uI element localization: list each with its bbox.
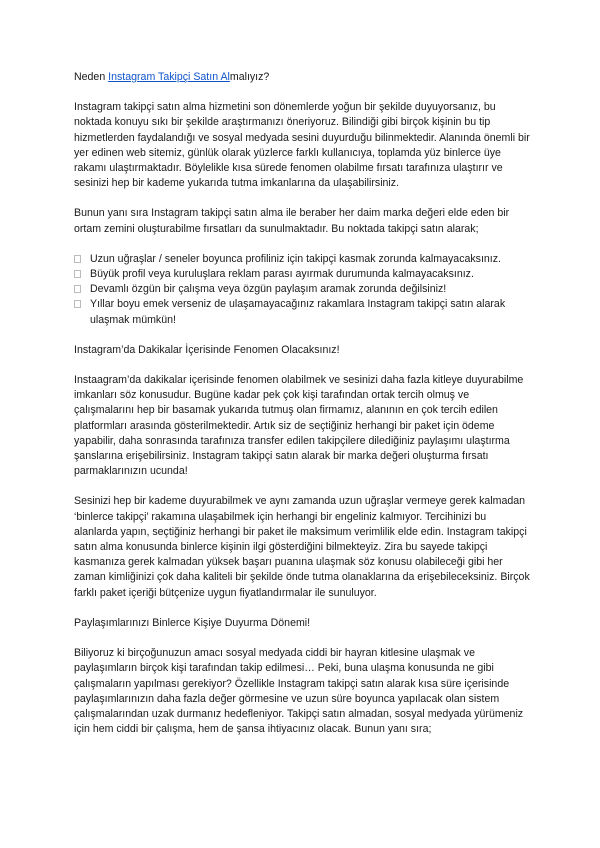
title-link[interactable]: Instagram Takipçi Satın Al xyxy=(108,71,230,83)
paragraph-fenomen: Instaagram’da dakikalar içerisinde fenomen olabilmek ve sesinizi daha fazla kitleye duyurabilme imkanları söz konusudur. Bugüne kadar pek çok kişi tarafından ortak tercih olmuş ve çalışmalarını hep bir basamak yukarıda tutmuş olan firmamız, alanının en çok tercih edilen platformları arasında gösterilmektedir. Artık siz de seçtiğiniz herhangi bir paket için ödeme yapabilir, daha sonrasında tarafınıza transfer edilen takipçilere dilediğiniz paylaşımı ulaştırma şanslarına erişebilirsiniz. Instagram takipçi satın alarak bir marka değeri oluşturma fırsatı parmaklarınızın ucunda! xyxy=(74,374,524,478)
title-suffix: malıyız? xyxy=(229,71,270,83)
list-item xyxy=(74,297,530,327)
bullet-box-icon xyxy=(74,255,81,263)
bullet-box-icon xyxy=(74,285,81,293)
page-title xyxy=(74,70,530,85)
list-item-text: Devamlı özgün bir çalışma veya özgün paylaşım aramak zorunda değilsiniz! xyxy=(90,283,447,296)
list-item-text: Büyük profil veya kuruluşlara reklam parası ayırmak durumunda kalmayacaksınız. xyxy=(90,268,474,281)
paragraph-brand-value: Bunun yanı sıra Instagram takipçi satın alma ile beraber her daim marka değeri elde eden bir ortam zemini oluşturabilme fırsatları da sunulmaktadır. Bu noktada takipçi satın alarak; xyxy=(74,207,510,235)
paragraph-packages: Sesinizi hep bir kademe duyurabilmek ve aynı zamanda uzun uğraşlar vermeye gerek kalmadan ‘binlerce takipçi’ rakamına ulaşabilmek için herhangi bir engeliniz kalmıyor. Tercihinizi bu alanlarda yapın, seçtiğiniz herhangi bir paket ile maksimum verimlilik elde edin. Instagram takipçi satın alma konusunda binlerce kişinin ilgi gösterdiğini bilmekteyiz. Zira bu sayede takipçi kasmanıza gerek kalmadan yüksek başarı puanına ulaşmak söz konusu olabileceği gibi her zaman kimliğinizi çok daha kaliteli bir şekilde önde tutma olanaklarına da erişebileceksiniz. Birçok farklı paket içeriği bütçenize uygun fiyatlandırmalar ile sunuluyor. xyxy=(74,495,530,599)
list-item xyxy=(74,252,530,267)
list-item-text: Uzun uğraşlar / seneler boyunca profiliniz için takipçi kasmak zorunda kalmayacaksınız. xyxy=(90,252,501,265)
bullet-box-icon xyxy=(74,270,81,278)
paragraph-intro: Instagram takipçi satın alma hizmetini son dönemlerde yoğun bir şekilde duyuyorsanız, bu noktada konuyu sıkı bir şekilde araştırmanızı öneriyoruz. Bilindiği gibi birçok kişinin bu tip hizmetlerden faydalandığı ve sosyal medyada sesini duyurduğu bilinmektedir. Alanında önemli bir yer edinen web sitemiz, günlük olarak yüzlerce farklı kullanıcıya, toplamda yüz binlerce üye rakamı ulaştırmaktadır. Böylelikle kısa sürede fenomen olabilme fırsatı tarafınıza ulaştırır ve sesinizi hep bir kademe yukarıda tutma imkanlarına da ulaşabilirsiniz. xyxy=(74,101,530,190)
bullet-box-icon xyxy=(74,300,81,308)
paragraph-paylasim: Biliyoruz ki birçoğunuzun amacı sosyal medyada ciddi bir hayran kitlesine ulaşmak ve paylaşımların birçok kişi tarafından takip edilmesi… Peki, buna ulaşma konusunda ne gibi çalışmaların yapılması gerekiyor? Özellikle Instagram takipçi satın alarak kısa süre içerisinde paylaşımlarınızın daha fazla değer görmesine ve uzun süre boyunca yapılacak olan sistem çalışmalarından uzak durmanız hedefleniyor. Takipçi satın almadan, sosyal medyada yürümeniz için hem ciddi bir çalışma, hem de şansa ihtiyacınız olacak. Bunun yanı sıra; xyxy=(74,647,524,736)
list-item-text: Yıllar boyu emek verseniz de ulaşamayacağınız rakamlara Instagram takipçi satın alarak ulaşmak mümkün! xyxy=(90,298,506,326)
benefits-list xyxy=(74,252,530,328)
list-item xyxy=(74,267,530,282)
list-item xyxy=(74,282,530,297)
section-heading-paylasim: Paylaşımlarınızı Binlerce Kişiye Duyurma Dönemi! xyxy=(74,616,311,629)
section-heading-fenomen: Instagram’da Dakikalar İçerisinde Fenomen Olacaksınız! xyxy=(74,343,340,356)
title-prefix: Neden xyxy=(74,71,109,83)
